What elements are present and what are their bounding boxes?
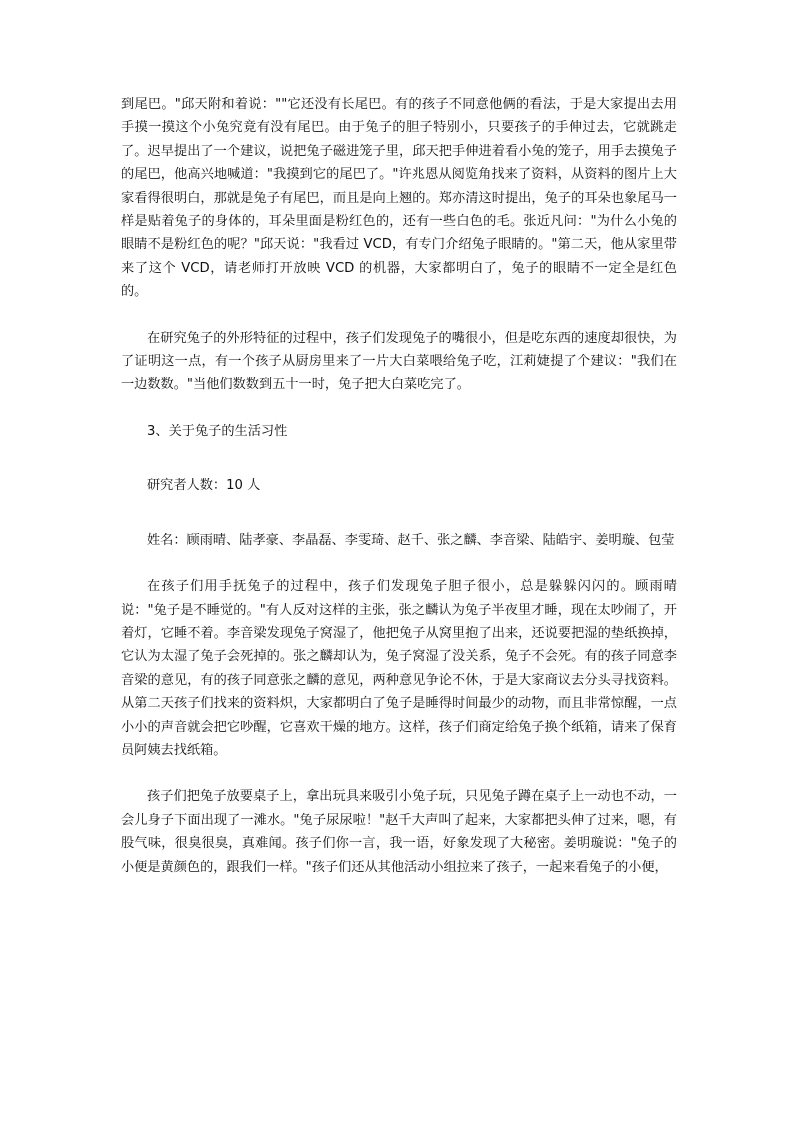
researcher-count: 研究者人数：10 人	[147, 478, 261, 494]
paragraph-gap	[121, 304, 677, 327]
document-page	[121, 93, 677, 879]
paragraph-4: 孩子们把兔子放要桌子上，拿出玩具来吸引小兔子玩，只见兔子蹲在桌子上一动也不动，一会儿身子下面出现了一滩水。"兔子尿尿啦！"赵千大声叫了起来，大家都把头伸了过来，嗯，有股气味，很臭很臭，真难闻。孩子们你一言，我一语，好象发现了大秘密。姜明璇说："兔子的小便是黄颜色的，跟我们一样。"孩子们还从其他活动小组拉来了孩子，一起来看兔子的小便，	[121, 789, 677, 875]
paragraph-2: 在研究兔子的外形特征的过程中，孩子们发现兔子的嘴很小，但是吃东西的速度却很快，为了证明这一点，有一个孩子从厨房里来了一片大白菜喂给兔子吃，江莉婕提了个建议："我们在一边数数。"当他们数数到五十一时，兔子把大白菜吃完了。	[121, 330, 677, 393]
researcher-names: 姓名：顾雨晴、陆孝豪、李晶磊、李雯琦、赵千、张之麟、李音梁、陆皓宇、姜明璇、包莹	[147, 532, 675, 548]
paragraph-gap	[121, 762, 677, 785]
paragraph-gap	[121, 397, 677, 420]
paragraph-3: 在孩子们用手抚兔子的过程中，孩子们发现兔子胆子很小，总是躲躲闪闪的。顾雨晴说："兔子是不睡觉的。"有人反对这样的主张，张之麟认为兔子半夜里才睡，现在太吵闹了，开着灯，它睡不着。李音梁发现兔子窝湿了，他把兔子从窝里抱了出来，还说要把湿的垫纸换掉，它认为太湿了兔子会死掉的。张之麟却认为，兔子窝湿了没关系，兔子不会死。有的孩子同意李音梁的意见，有的孩子同意张之麟的意见，两种意见争论不休，于是大家商议去分头寻找资料。从第二天孩子们找来的资料炽，大家都明白了兔子是睡得时间最少的动物，而且非常惊醒，一点小小的声音就会把它吵醒，它喜欢干燥的地方。这样，孩子们商定给兔子换个纸箱，请来了保育员阿姨去找纸箱。	[121, 579, 677, 758]
paragraph-gap	[121, 498, 677, 529]
paragraph-gap	[121, 552, 677, 575]
paragraph-gap	[121, 443, 677, 474]
paragraph-1: 到尾巴。"邱天附和着说：""它还没有长尾巴。有的孩子不同意他俩的看法，于是大家提出去用手摸一摸这个小兔究竟有没有尾巴。由于兔子的胆子特别小，只要孩子的手伸过去，它就跳走了。迟早提出了一个建议，说把兔子磁进笼子里，邱天把手伸进着看小兔的笼子，用手去摸兔子的尾巴，他高兴地喊道："我摸到它的尾巴了。"许兆恩从阅览角找来了资料，从资料的图片上大家看得很明白，那就是兔子有尾巴，而且是向上翘的。郑亦清这时提出，兔子的耳朵也象尾马一样是贴着兔子的身体的，耳朵里面是粉红色的，还有一些白色的毛。张近凡问："为什么小兔的眼睛不是粉红色的呢？"邱天说："我看过 VCD，有专门介绍兔子眼睛的。"第二天，他从家里带来了这个 VCD，请老师打开放映 VCD 的机器，大家都明白了，兔子的眼睛不一定全是红色的。	[121, 97, 677, 300]
section-heading: 3、关于兔子的生活习性	[147, 423, 288, 439]
